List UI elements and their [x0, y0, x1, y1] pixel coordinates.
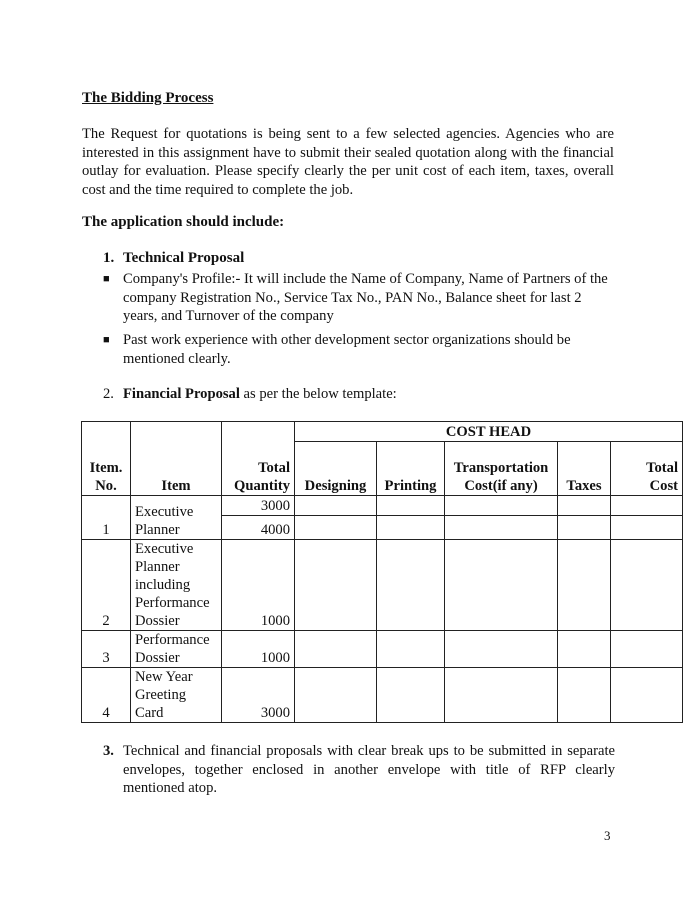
cell-item: Performance Dossier: [131, 631, 222, 668]
list-suffix: as per the below template:: [239, 386, 397, 402]
cell-taxes: [558, 668, 611, 723]
header-item-no: Item. No.: [82, 422, 131, 496]
table-row: [82, 631, 683, 668]
application-heading: The application should include:: [82, 214, 285, 230]
header-total-cost: Total Cost: [611, 442, 683, 496]
cell-designing: [295, 668, 377, 723]
cell-total-cost: [611, 540, 683, 631]
financial-template-table: [81, 421, 683, 723]
bullet-square-icon: ■: [103, 334, 110, 346]
cell-item: Executive Planner: [131, 496, 222, 540]
cell-total-cost: [611, 496, 683, 516]
cell-designing: [295, 631, 377, 668]
cell-qty: 3000: [222, 496, 295, 516]
cell-total-cost: [611, 668, 683, 723]
cell-item-no: 4: [82, 668, 131, 723]
header-taxes: Taxes: [558, 442, 611, 496]
list-item-submission-note: [103, 742, 615, 798]
cell-designing: [295, 496, 377, 516]
bullet-square-icon: ■: [103, 273, 110, 285]
bullet-company-profile: [103, 270, 615, 326]
cell-designing: [295, 516, 377, 540]
cell-transportation: [445, 516, 558, 540]
table-row: [82, 540, 683, 631]
cell-printing: [377, 631, 445, 668]
list-number: 3.: [103, 743, 114, 759]
cell-item-no: 3: [82, 631, 131, 668]
page-number: 3: [604, 828, 611, 843]
cell-transportation: [445, 631, 558, 668]
table-row: [82, 668, 683, 723]
header-transportation: Transportation Cost(if any): [445, 442, 558, 496]
cell-taxes: [558, 516, 611, 540]
cell-qty: 1000: [222, 540, 295, 631]
header-designing: Designing: [295, 442, 377, 496]
cell-designing: [295, 540, 377, 631]
cell-transportation: [445, 540, 558, 631]
cell-qty: 1000: [222, 631, 295, 668]
header-item: Item: [131, 422, 222, 496]
list-number: 1.: [103, 250, 115, 266]
list-title: Technical Proposal: [123, 250, 245, 266]
header-cost-head: COST HEAD: [295, 422, 683, 442]
table-row: [82, 496, 683, 516]
list-title: Financial Proposal: [123, 386, 240, 402]
header-total-quantity: Total Quantity: [222, 422, 295, 496]
bullet-text: Past work experience with other development sector organizations should be mentioned clearly.: [123, 332, 571, 367]
header-printing: Printing: [377, 442, 445, 496]
cell-transportation: [445, 496, 558, 516]
cell-item: Executive Planner including Performance Dossier: [131, 540, 222, 631]
cell-total-cost: [611, 631, 683, 668]
list-item-technical-proposal: [103, 250, 244, 267]
cell-printing: [377, 540, 445, 631]
cell-taxes: [558, 496, 611, 516]
cell-qty: 4000: [222, 516, 295, 540]
cell-item: New Year Greeting Card: [131, 668, 222, 723]
cell-printing: [377, 668, 445, 723]
list-item-financial-proposal: [103, 386, 397, 403]
bullet-past-work: [103, 331, 615, 368]
cell-qty: 3000: [222, 668, 295, 723]
bullet-text: Company's Profile:- It will include the Name of Company, Name of Partners of the company Registration No., Service Tax No., PAN No., Balance sheet for last 2 years, and Turnover of the company: [123, 271, 608, 324]
section-heading: The Bidding Process: [82, 90, 214, 106]
cell-total-cost: [611, 516, 683, 540]
cell-item-no: 2: [82, 540, 131, 631]
list-number: 2.: [103, 386, 114, 402]
cell-taxes: [558, 631, 611, 668]
cell-taxes: [558, 540, 611, 631]
intro-paragraph: The Request for quotations is being sent to a few selected agencies. Agencies who are interested in this assignment have to submit their sealed quotation along with the financial outlay for evaluation. Please specify clearly the per unit cost of each item, taxes, overall cost and the time required to complete the job.: [82, 126, 614, 198]
cell-printing: [377, 496, 445, 516]
list-text: Technical and financial proposals with clear break ups to be submitted in separate envelopes, together enclosed in another envelope with title of RFP clearly mentioned atop.: [123, 743, 615, 796]
cell-printing: [377, 516, 445, 540]
cell-transportation: [445, 668, 558, 723]
cell-item-no: 1: [82, 496, 131, 540]
